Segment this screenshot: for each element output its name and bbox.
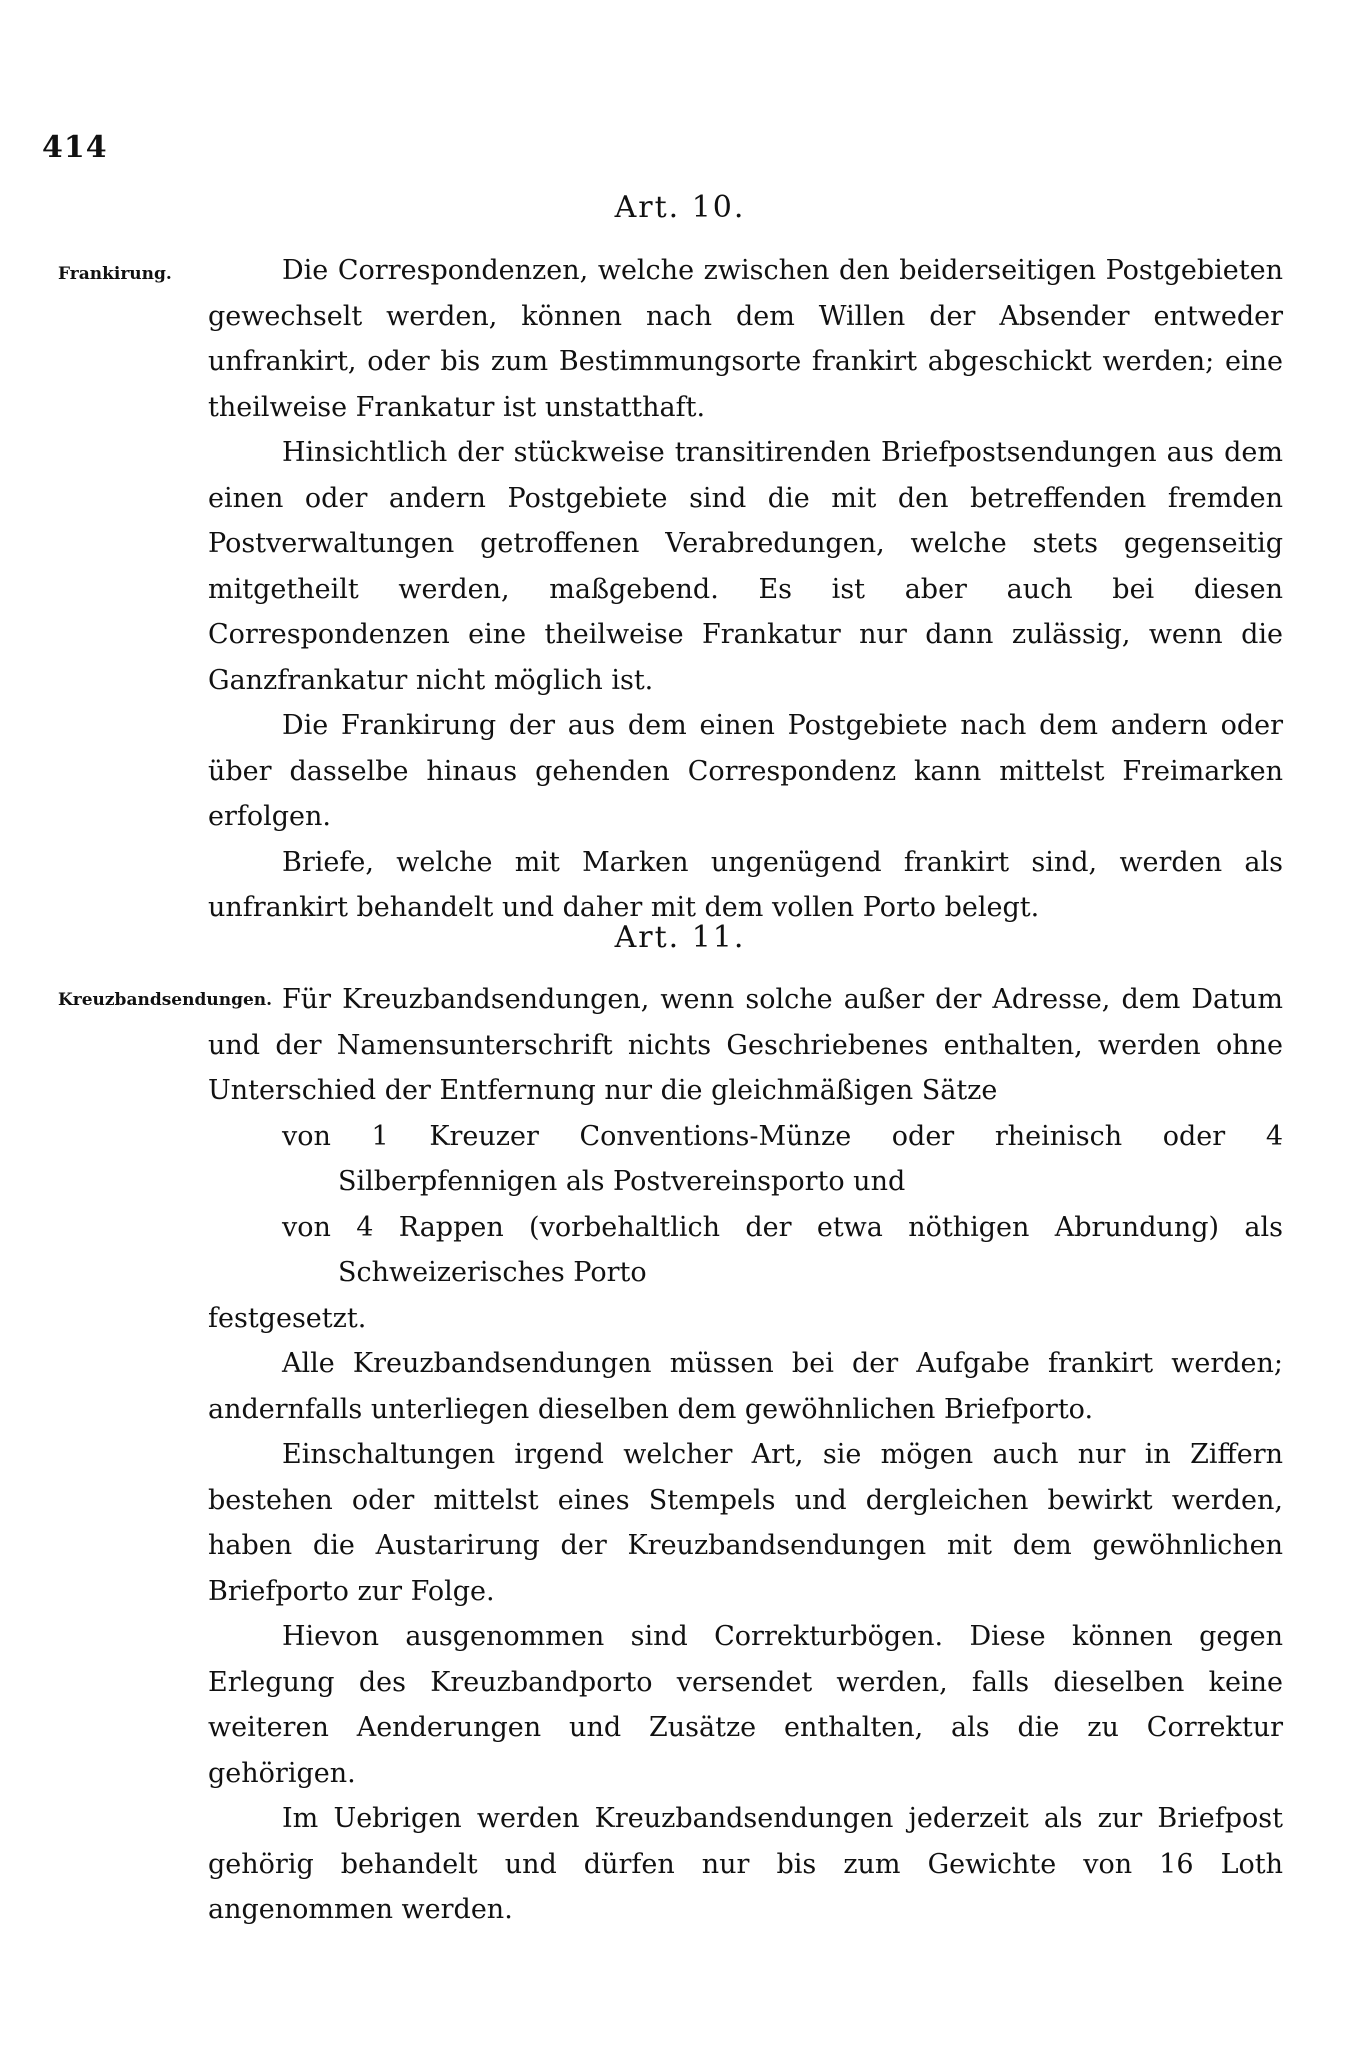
art11-heading: Art. 11. (614, 920, 746, 955)
art11-body (208, 977, 1283, 1933)
art10-paragraph-1: Die Correspondenzen, welche zwischen den beiderseitigen Postgebieten gewechselt werden, können nach dem Willen der Absender entweder unfrankirt, oder bis zum Bestimmungsorte frankirt abgeschickt werden; eine theilweise Frankatur ist unstatthaft. (208, 255, 1283, 423)
art11-margin-note: Kreuzbandsendungen. (58, 990, 273, 1010)
art11-paragraph-3: Hievon ausgenommen sind Correkturbögen. Diese können gegen Erlegung des Kreuzbandporto versendet werden, falls dieselben keine weiteren Aenderungen und Zusätze enthalten, als die zu Correktur gehörigen. (208, 1621, 1283, 1789)
art11-paragraph-4: Im Uebrigen werden Kreuzbandsendungen jederzeit als zur Briefpost gehörig behandelt und dürfen nur bis zum Gewichte von 16 Loth angenommen werden. (208, 1803, 1283, 1925)
page-number: 414 (42, 130, 108, 165)
art11-intro: Für Kreuzbandsendungen, wenn solche außer der Adresse, dem Datum und der Namensunterschrift nichts Geschriebenes enthalten, werden ohne Unterschied der Entfernung nur die gleichmäßigen Sätze (208, 984, 1283, 1106)
art10-body (208, 248, 1283, 931)
art10-paragraph-4: Briefe, welche mit Marken ungenügend frankirt sind, werden als unfrankirt behandelt und daher mit dem vollen Porto belegt. (208, 846, 1283, 923)
art10-margin-note: Frankirung. (58, 264, 172, 284)
art10-paragraph-2: Hinsichtlich der stückweise transitirenden Briefpostsendungen aus dem einen oder andern Postgebiete sind die mit den betreffenden fremden Postverwaltungen getroffenen Verabredungen, welche stets gegenseitig mitgetheilt werden, maßgebend. Es ist aber auch bei diesen Correspondenzen eine theilweise Frankatur nur dann zulässig, wenn die Ganzfrankatur nicht möglich ist. (208, 437, 1283, 696)
art11-paragraph-1: Alle Kreuzbandsendungen müssen bei der Aufgabe frankirt werden; andernfalls unterliegen dieselben dem gewöhnlichen Briefporto. (208, 1348, 1283, 1425)
art11-closing: festgesetzt. (208, 1302, 367, 1334)
art10-paragraph-3: Die Frankirung der aus dem einen Postgebiete nach dem andern oder über dasselbe hinaus gehenden Correspondenz kann mittelst Freimarken erfolgen. (208, 710, 1283, 832)
art11-rate-item-2: von 4 Rappen (vorbehaltlich der etwa nöthigen Abrundung) als Schweizerisches Porto (282, 1211, 1283, 1288)
art10-heading: Art. 10. (614, 190, 746, 225)
art11-paragraph-2: Einschaltungen irgend welcher Art, sie mögen auch nur in Ziffern bestehen oder mittelst eines Stempels und dergleichen bewirkt werden, haben die Austarirung der Kreuzbandsendungen mit dem gewöhnlichen Briefporto zur Folge. (208, 1439, 1283, 1607)
art11-rate-item-1: von 1 Kreuzer Conventions-Münze oder rheinisch oder 4 Silberpfennigen als Postvereinsporto und (282, 1120, 1283, 1197)
